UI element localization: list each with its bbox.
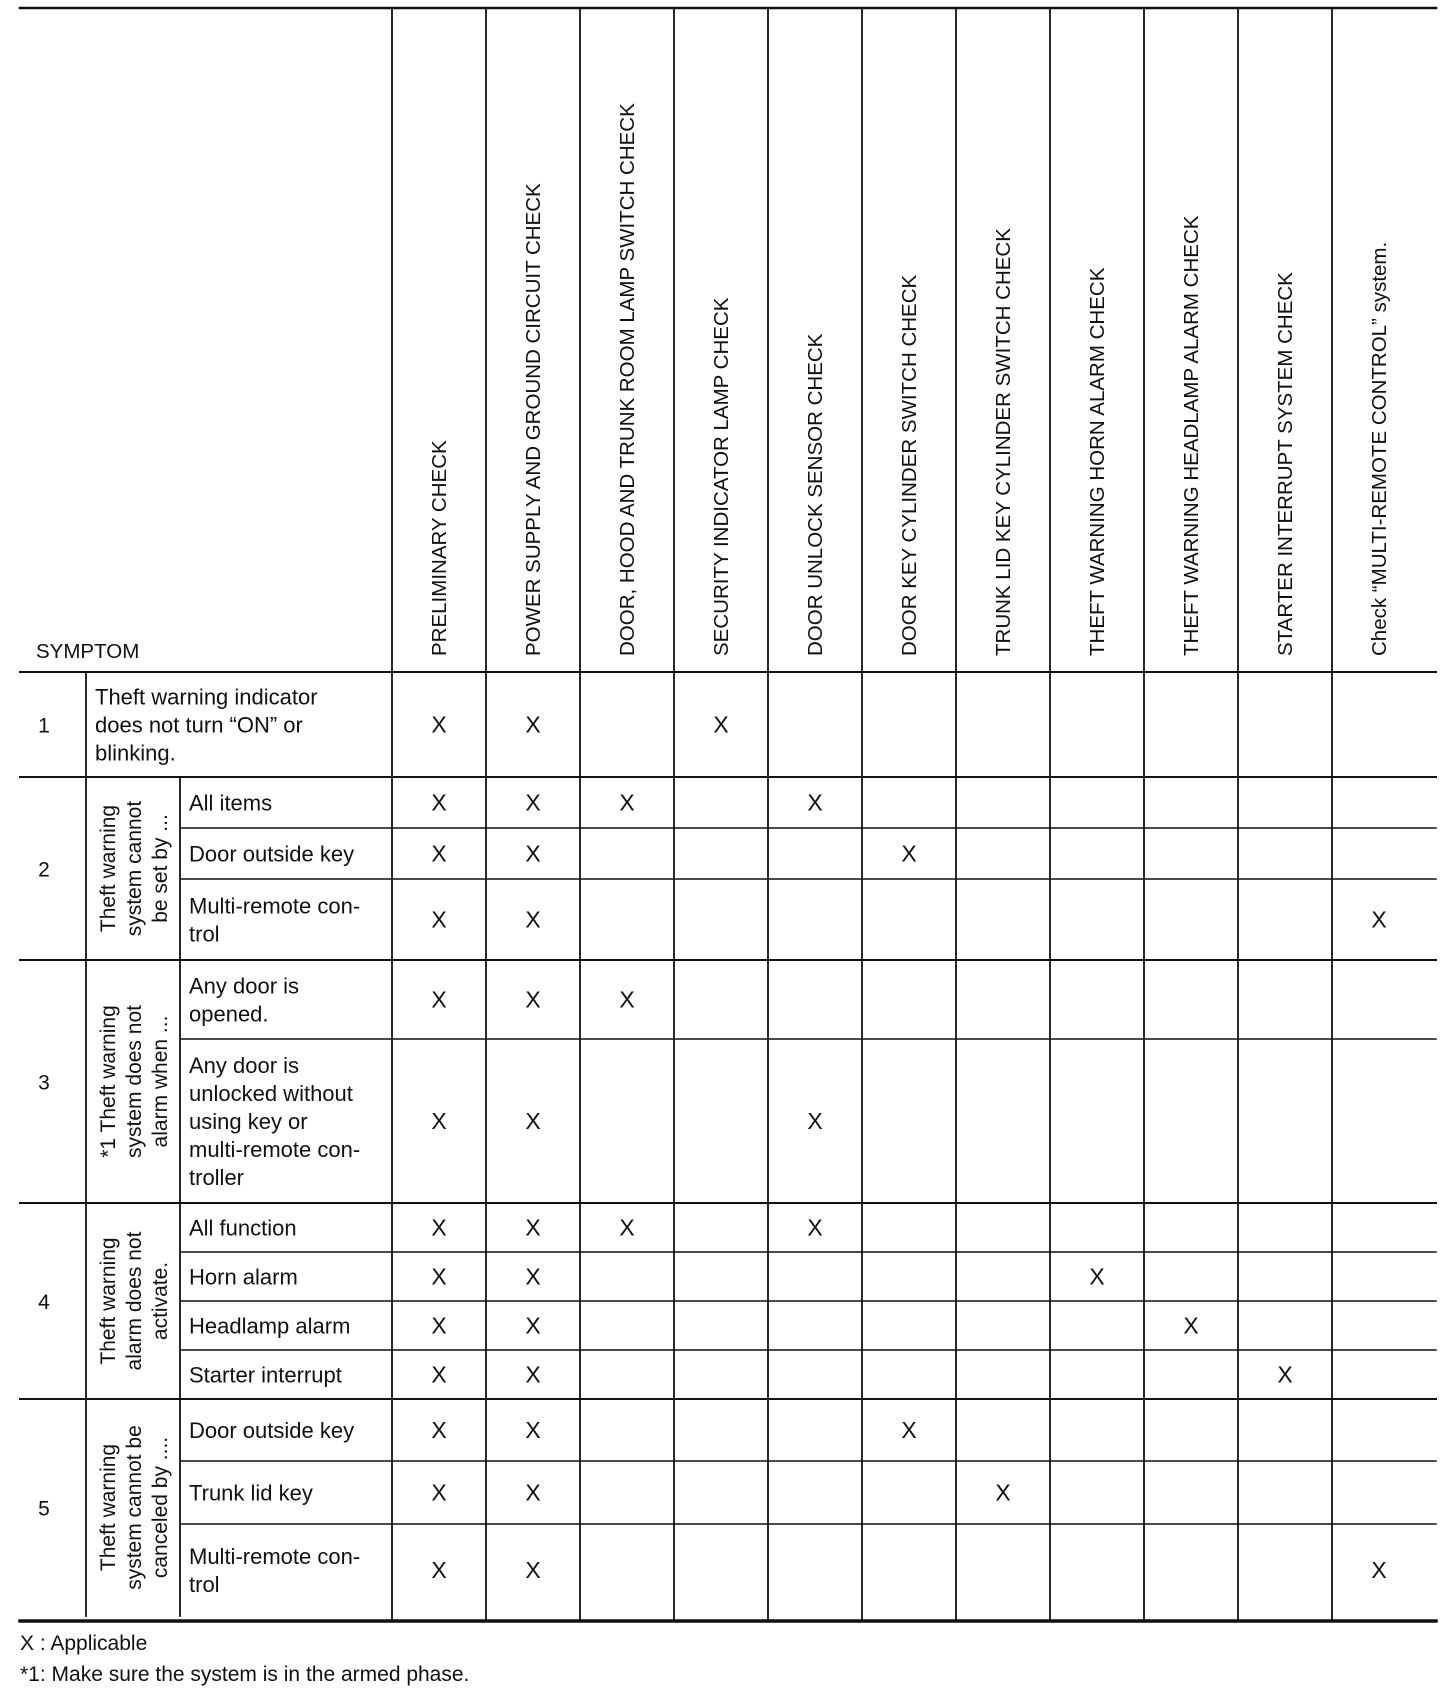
symptom-text: multi-remote con-: [189, 1137, 361, 1162]
group-number: 4: [38, 1291, 50, 1314]
column-header: POWER SUPPLY AND GROUND CIRCUIT CHECK: [522, 183, 545, 656]
applicable-mark: X: [1277, 1361, 1293, 1388]
symptom-text: Door outside key: [189, 841, 355, 867]
applicable-mark: X: [431, 1557, 447, 1583]
column-header: DOOR, HOOD AND TRUNK ROOM LAMP SWITCH CHECK: [616, 103, 639, 656]
applicable-mark: X: [431, 1108, 447, 1134]
applicable-mark: X: [1371, 906, 1387, 933]
symptom-text: All function: [189, 1215, 297, 1241]
symptom-text: does not turn “ON” or: [95, 712, 303, 738]
footnote: *1: Make sure the system is in the armed phase.: [20, 1663, 470, 1686]
symptom-text: Headlamp alarm: [189, 1313, 351, 1339]
symptom-text: Starter interrupt: [189, 1362, 342, 1388]
column-header: SECURITY INDICATOR LAMP CHECK: [710, 297, 733, 656]
group-number: 2: [38, 858, 50, 882]
applicable-mark: X: [807, 1214, 823, 1241]
applicable-mark: X: [431, 1417, 447, 1443]
symptom-text: troller: [189, 1165, 245, 1190]
group-number: 1: [38, 714, 50, 738]
symptom-text: Trunk lid key: [189, 1480, 313, 1506]
symptom-text: Horn alarm: [189, 1264, 298, 1290]
applicable-mark: X: [431, 840, 447, 867]
group-label: alarm when ...: [149, 1015, 172, 1148]
group-label: be set by ...: [149, 814, 172, 923]
group-label: Theft warning: [97, 804, 120, 933]
applicable-mark: X: [525, 1479, 541, 1506]
applicable-mark: X: [525, 1108, 541, 1134]
symptom-text: trol: [189, 921, 220, 947]
applicable-mark: X: [431, 986, 447, 1013]
applicable-mark: X: [431, 906, 447, 933]
applicable-mark: X: [525, 711, 541, 738]
applicable-mark: X: [525, 986, 541, 1013]
applicable-mark: X: [525, 840, 541, 867]
column-header: THEFT WARNING HEADLAMP ALARM CHECK: [1180, 215, 1203, 656]
column-header: STARTER INTERRUPT SYSTEM CHECK: [1274, 272, 1297, 656]
applicable-mark: X: [431, 1214, 447, 1241]
group-label: Theft warning: [97, 1237, 120, 1365]
column-header: THEFT WARNING HORN ALARM CHECK: [1086, 267, 1109, 656]
applicable-mark: X: [619, 789, 635, 816]
applicable-mark: X: [525, 1214, 541, 1241]
symptom-text: blinking.: [95, 740, 176, 766]
applicable-mark: X: [619, 1214, 635, 1241]
applicable-mark: X: [431, 1361, 447, 1388]
applicable-mark: X: [525, 1263, 541, 1290]
applicable-mark: X: [431, 711, 447, 738]
applicable-mark: X: [807, 789, 823, 816]
column-header: TRUNK LID KEY CYLINDER SWITCH CHECK: [992, 228, 1015, 656]
column-header: DOOR KEY CYLINDER SWITCH CHECK: [898, 274, 921, 656]
column-header: Check “MULTI-REMOTE CONTROL” system.: [1368, 241, 1391, 656]
symptom-text: Door outside key: [189, 1418, 355, 1443]
applicable-mark: X: [525, 1417, 541, 1443]
applicable-mark: X: [525, 906, 541, 933]
group-label: *1 Theft warning: [97, 1005, 120, 1158]
symptom-text: opened.: [189, 1001, 269, 1027]
symptom-text: Theft warning indicator: [95, 684, 318, 710]
applicable-mark: X: [431, 1312, 447, 1339]
group-label: canceled by ....: [149, 1436, 172, 1579]
applicable-mark: X: [525, 1557, 541, 1583]
column-header: PRELIMINARY CHECK: [428, 440, 451, 656]
applicable-mark: X: [901, 840, 917, 867]
applicable-mark: X: [1089, 1263, 1105, 1290]
group-number: 3: [38, 1071, 50, 1095]
group-label: system cannot be: [123, 1425, 146, 1590]
group-label: system does not: [123, 1005, 146, 1158]
applicable-mark: X: [807, 1108, 823, 1134]
column-header: DOOR UNLOCK SENSOR CHECK: [804, 333, 827, 656]
symptom-text: trol: [189, 1572, 220, 1597]
group-label: system cannot: [123, 800, 146, 937]
applicable-mark: X: [901, 1417, 917, 1443]
applicable-mark: X: [525, 789, 541, 816]
symptom-header: SYMPTOM: [36, 640, 140, 663]
group-label: activate.: [149, 1261, 172, 1341]
symptom-text: Multi-remote con-: [189, 893, 361, 919]
applicable-mark: X: [619, 986, 635, 1013]
group-label: Theft warning: [97, 1443, 120, 1572]
applicable-mark: X: [1371, 1557, 1387, 1583]
applicable-mark: X: [431, 789, 447, 816]
applicable-mark: X: [431, 1479, 447, 1506]
applicable-mark: X: [995, 1479, 1011, 1506]
group-label: alarm does not: [123, 1231, 146, 1371]
applicable-mark: X: [431, 1263, 447, 1290]
applicable-mark: X: [525, 1312, 541, 1339]
applicable-mark: X: [525, 1361, 541, 1388]
applicable-mark: X: [713, 711, 729, 738]
symptom-text: Any door is: [189, 1053, 300, 1078]
symptom-text: All items: [189, 790, 273, 816]
group-number: 5: [38, 1497, 50, 1521]
footnote: X : Applicable: [20, 1632, 148, 1655]
symptom-text: Any door is: [189, 973, 300, 999]
symptom-text: using key or: [189, 1109, 308, 1134]
symptom-text: Multi-remote con-: [189, 1544, 361, 1569]
symptom-text: unlocked without: [189, 1081, 353, 1106]
applicable-mark: X: [1183, 1312, 1199, 1339]
